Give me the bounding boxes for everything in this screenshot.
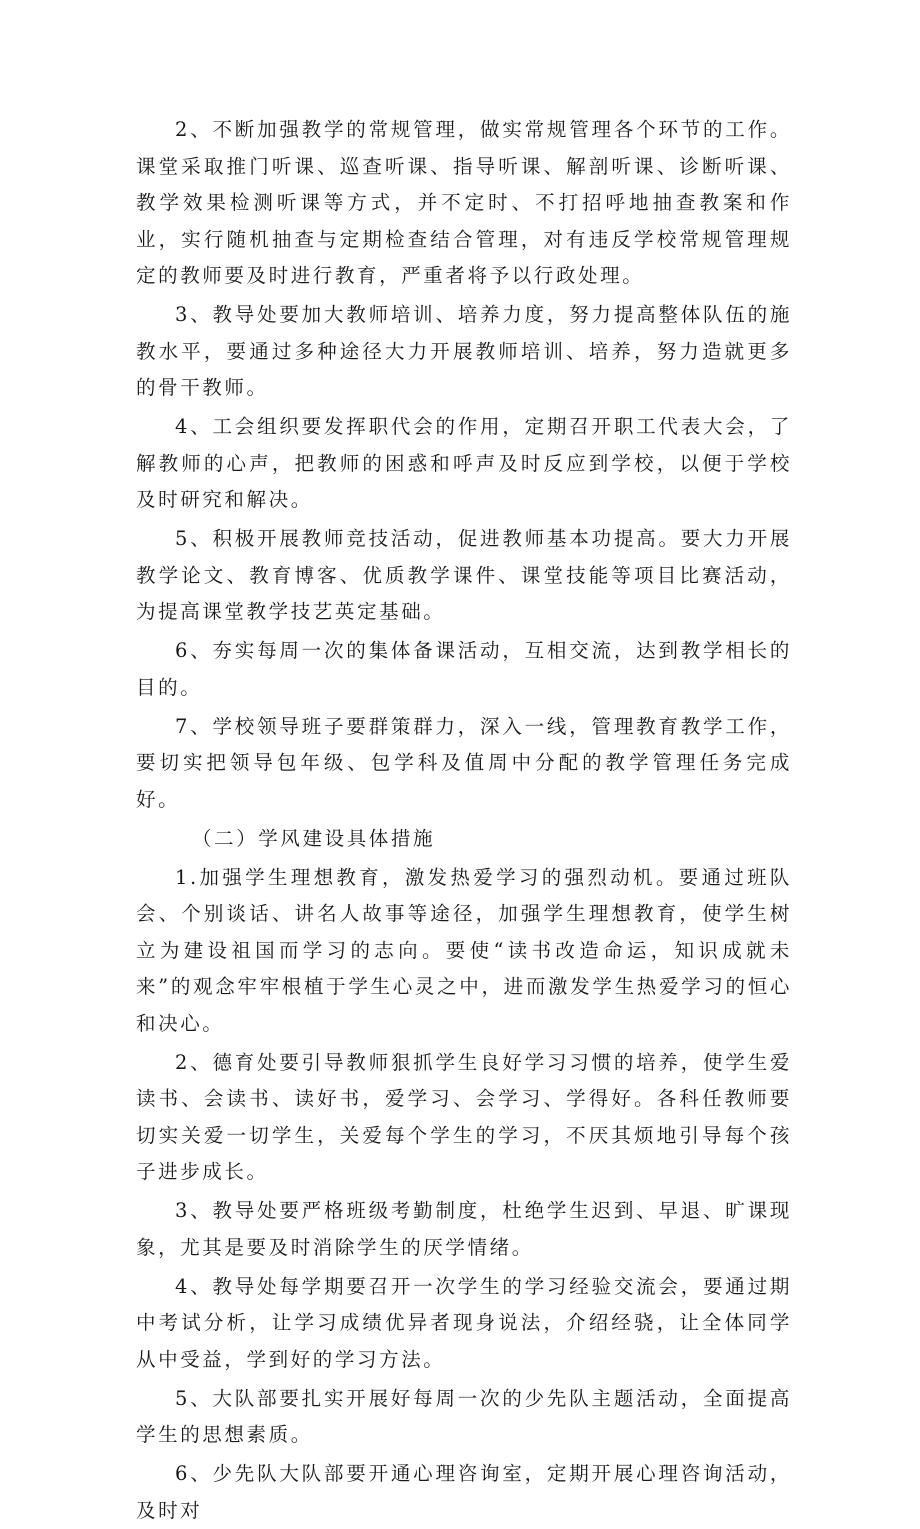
paragraph-union-congress: 4、工会组织要发挥职代会的作用，定期召开职工代表大会，了解教师的心声，把教师的困惑和呼声及时反应到学校，以便于学校及时研究和解决。 [136, 415, 792, 511]
paragraph-attendance: 3、教导处要严格班级考勤制度，杜绝学生迟到、早退、旷课现象，尤其是要及时消除学生的厌学情绪。 [136, 1199, 792, 1259]
paragraph-experience-exchange: 4、教导处每学期要召开一次学生的学习经验交流会，要通过期中考试分析，让学习成绩优异者现身说法，介绍经骁，让全体同学从中受益，学到好的学习方法。 [136, 1274, 792, 1371]
paragraph-pioneer-activities: 5、大队部要扎实开展好每周一次的少先队主题活动，全面提高学生的思想素质。 [136, 1386, 792, 1446]
paragraph-teacher-competition: 5、积极开展教师竞技活动，促进教师基本功提高。要大力开展教学论文、教育博客、优质教学课件、课堂技能等项目比赛活动，为提高课堂教学技艺英定基础。 [136, 527, 792, 623]
paragraph-leadership-team: 7、学校领导班子要群策群力，深入一线，管理教育教学工作，要切实把领导包年级、包学科及值周中分配的教学管理任务完成好。 [136, 714, 792, 811]
paragraph-ideal-education: 1.加强学生理想教育，激发热爱学习的强烈动机。要通过班队会、个别谈话、讲名人故事等途径，加强学生理想教育，使学生树立为建设祖国而学习的志向。要使“读书改造命运，知识成就未来”的观念牢牢根植于学生心灵之中，进而激发学生热爱学习的恒心和决心。 [136, 865, 792, 1035]
paragraph-study-habits: 2、德育处要引导教师狠抓学生良好学习习惯的培养，使学生爱读书、会读书、读好书，爱学习、会学习、学得好。各科任教师要切实关爱一切学生，关爱每个学生的学习，不厌其烦地引导每个孩子进步成长。 [136, 1050, 792, 1183]
paragraph-collective-lesson-prep: 6、夯实每周一次的集体备课活动，互相交流，达到教学相长的目的。 [136, 639, 792, 699]
paragraph-counseling-room: 6、少先队大队部要开通心理咨询室，定期开展心理咨询活动，及时对 [136, 1462, 792, 1522]
section-heading-study-style: （二）学风建设具体措施 [192, 826, 436, 850]
paragraph-teaching-routine: 2、不断加强教学的常规管理，做实常规管理各个环节的工作。课堂采取推门听课、巡查听课、指导听课、解剖听课、诊断听课、教学效果检测听课等方式，并不定时、不打招呼地抽查教案和作业，实行随机抽查与定期检查结合管理，对有违反学校常规管理规定的教师要及时进行教育，严重者将予以行政处理。 [136, 118, 792, 287]
paragraph-teacher-training: 3、教导处要加大教师培训、培养力度，努力提高整体队伍的施教水平，要通过多种途径大力开展教师培训、培养，努力造就更多的骨干教师。 [136, 303, 792, 399]
